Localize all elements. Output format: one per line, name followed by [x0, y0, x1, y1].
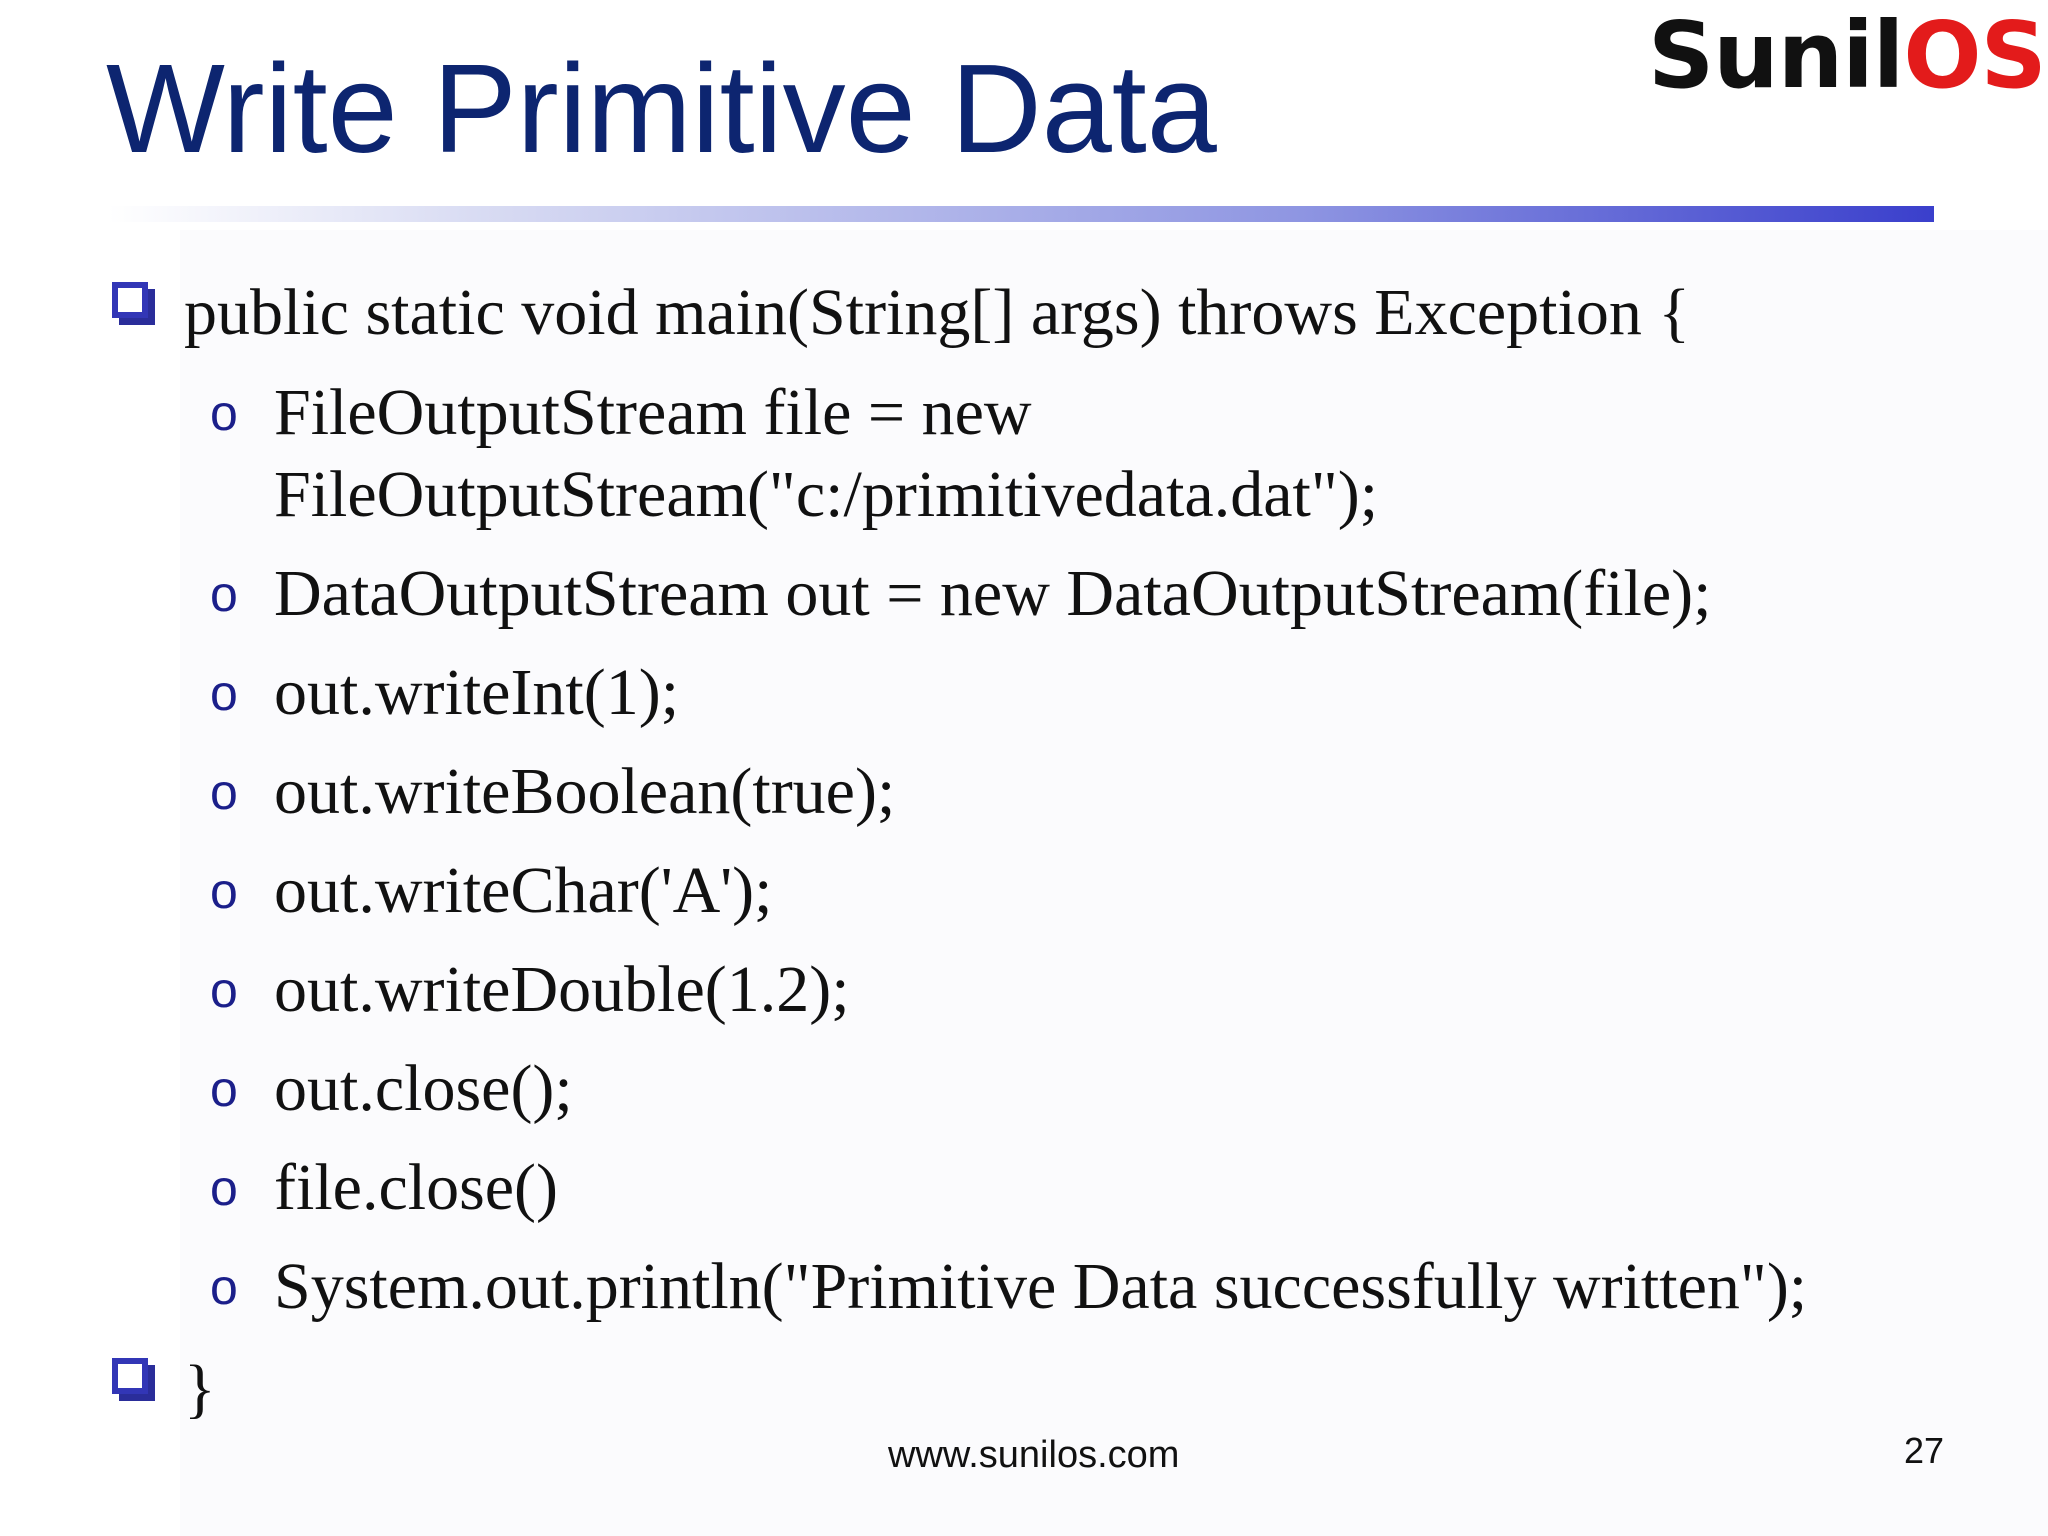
circle-bullet-icon: o	[210, 566, 238, 622]
list-item: FileOutputStream file = new	[274, 376, 1032, 449]
circle-bullet-icon: o	[210, 1160, 238, 1216]
slide-title: Write Primitive Data	[106, 38, 1217, 179]
square-bullet-icon	[112, 282, 148, 318]
title-underline	[108, 206, 1934, 222]
square-bullet-icon	[112, 1358, 148, 1394]
list-item: out.close();	[274, 1052, 573, 1125]
logo-text-sunil: Sunil	[1648, 2, 1904, 109]
circle-bullet-icon: o	[210, 385, 238, 441]
circle-bullet-icon: o	[210, 1259, 238, 1315]
footer-url: www.sunilos.com	[888, 1434, 1180, 1476]
list-item: DataOutputStream out = new DataOutputStream(file);	[274, 557, 1712, 630]
list-item: out.writeDouble(1.2);	[274, 953, 850, 1026]
list-item: out.writeInt(1);	[274, 656, 680, 729]
list-item: public static void main(String[] args) throws Exception {	[184, 276, 1691, 349]
list-item: out.writeBoolean(true);	[274, 755, 896, 828]
circle-bullet-icon: o	[210, 863, 238, 919]
circle-bullet-icon: o	[210, 1061, 238, 1117]
brand-logo	[1648, 2, 2046, 109]
list-item: file.close()	[274, 1151, 559, 1224]
logo-text-os: OS	[1903, 2, 2046, 109]
list-item: System.out.println("Primitive Data successfully written");	[274, 1250, 1808, 1323]
list-item: out.writeChar('A');	[274, 854, 773, 927]
circle-bullet-icon: o	[210, 764, 238, 820]
circle-bullet-icon: o	[210, 665, 238, 721]
page-number: 27	[1904, 1430, 1945, 1471]
list-item: }	[184, 1352, 216, 1425]
list-item-continuation: FileOutputStream("c:/primitivedata.dat");	[274, 458, 1379, 531]
circle-bullet-icon: o	[210, 962, 238, 1018]
